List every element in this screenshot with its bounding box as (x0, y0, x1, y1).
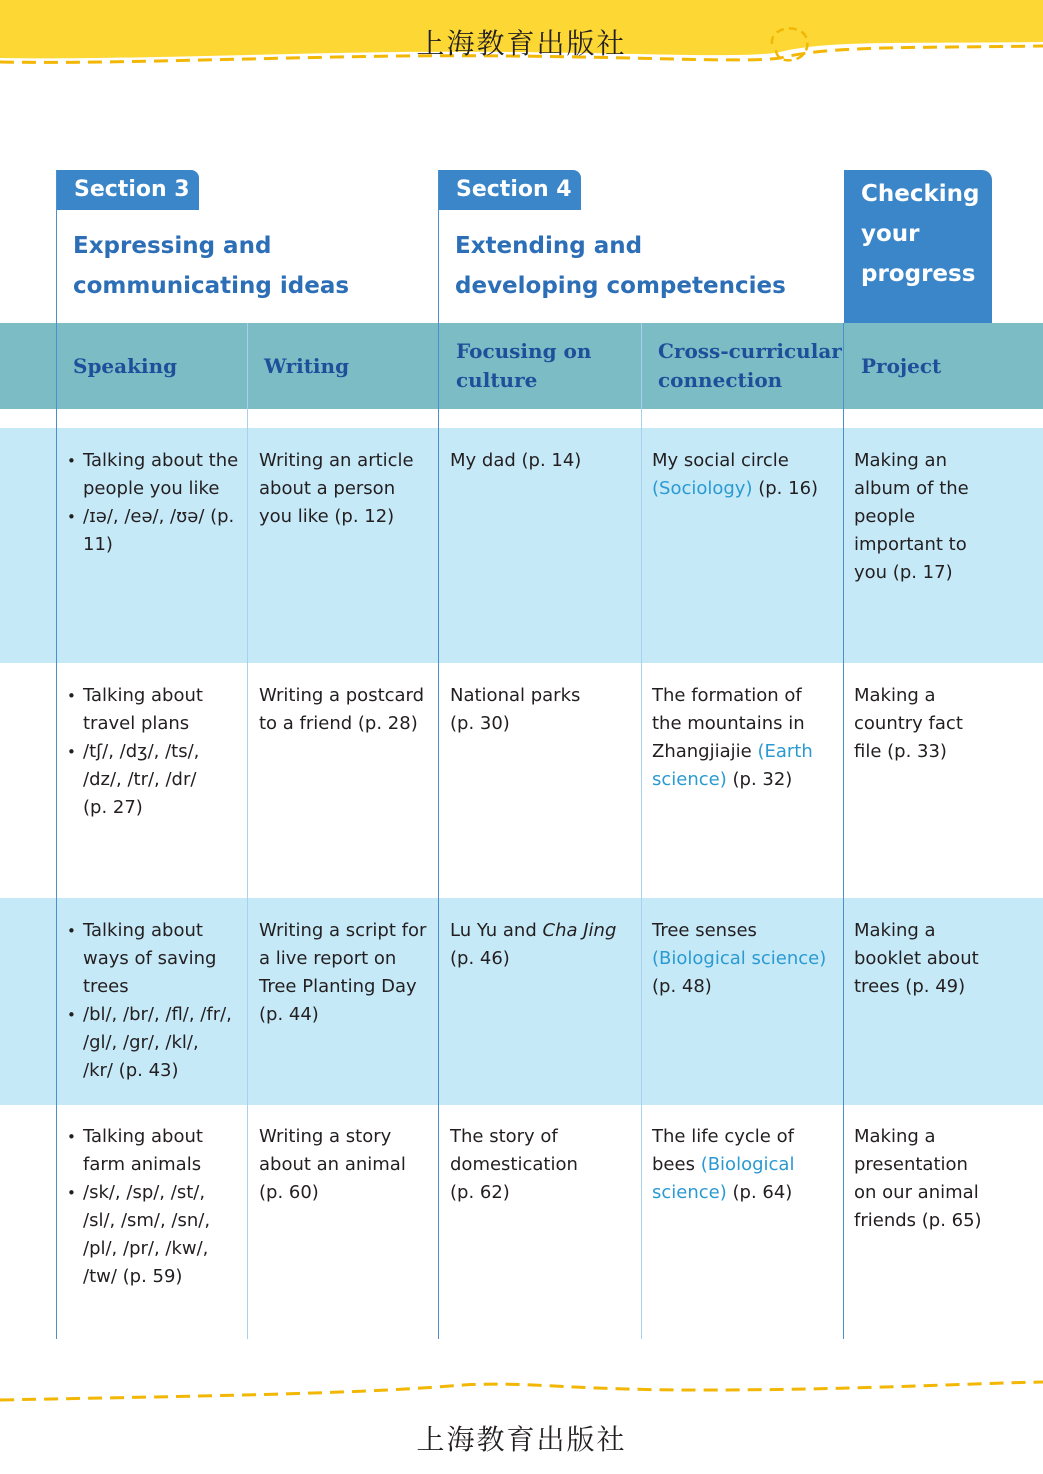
row4-culture: The story of domestication (p. 62) (450, 1126, 578, 1203)
row2-speaking-item2: • /tʃ/, /dʒ/, /ts/, /dz/, /tr/, /dr/ (p. 27) (67, 738, 217, 822)
checking-line3: progress (861, 261, 976, 287)
row3-culture (450, 917, 635, 973)
row4-cross-page: (p. 64) (732, 1182, 793, 1203)
header-project: Project (861, 353, 942, 378)
row1-writing: Writing an article about a person you like (p. 12) (259, 450, 414, 527)
row1-speaking-item2: • /ɪə/, /eə/, /ʊə/ (p. 11) (67, 503, 239, 559)
row1-cross (652, 447, 836, 503)
header-culture-line2: culture (456, 368, 538, 392)
header-cross-line1: Cross-curricular (658, 339, 842, 363)
row3-culture-italic: Cha Jing (542, 920, 617, 941)
section-3-title-line1: Expressing and (73, 233, 272, 259)
row3-writing: Writing a script for a live report on Tree Planting Day (p. 44) (259, 920, 427, 1025)
checking-line1: Checking (861, 181, 980, 207)
checking-line2: your (861, 221, 920, 247)
row4-cross-text: The life cycle of bees (652, 1126, 794, 1175)
checking-progress-box (844, 170, 992, 323)
bottom-dashed-line (0, 1370, 1043, 1410)
section-3-title (73, 226, 349, 306)
publisher-footer: 上海教育出版社 (416, 1423, 627, 1456)
section-4-tab: Section 4 (438, 170, 581, 210)
header-writing: Writing (264, 353, 350, 378)
row2-writing: Writing a postcard to a friend (p. 28) (259, 685, 425, 734)
header-speaking: Speaking (73, 353, 178, 378)
section-4-title-line2: developing competencies (455, 273, 786, 299)
row3-speaking-item2: • /bl/, /br/, /fl/, /fr/, /gl/, /gr/, /kl/, /kr/ (p. 43) (67, 1001, 232, 1085)
divider-section-4-project (843, 323, 844, 1339)
section-4-title (455, 226, 786, 306)
divider-section-3-4 (438, 170, 439, 1339)
section-3-title-line2: communicating ideas (73, 273, 350, 299)
row2-cross-text: The formation of the mountains in Zhangjiajie (652, 685, 805, 762)
row1-cross-page: (p. 16) (758, 478, 819, 499)
section-4-title-line1: Extending and (455, 233, 643, 259)
header-cross-line2: connection (658, 368, 783, 392)
row3-cross-page: (p. 48) (652, 976, 712, 997)
row1-project: Making an album of the people important to you (p. 17) (854, 450, 969, 583)
row2-cross-subject: (Earth science) (652, 741, 813, 790)
row2-cross (652, 682, 836, 794)
row4-speaking-item1: • Talking about farm animals (67, 1123, 217, 1179)
row1-speaking-item1: • Talking about the people you like (67, 447, 239, 503)
row3-cross-subject: (Biological science) (652, 948, 827, 969)
row3-cross (652, 917, 836, 1001)
row2-culture: National parks (p. 30) (450, 685, 581, 734)
row3-project: Making a booklet about trees (p. 49) (854, 920, 979, 997)
row2-speaking (67, 682, 217, 822)
row4-speaking-item2: • /sk/, /sp/, /st/, /sl/, /sm/, /sn/, /pl/, /pr/, /kw/, /tw/ (p. 59) (67, 1179, 217, 1291)
row4-project: Making a presentation on our animal friends (p. 65) (854, 1126, 982, 1231)
row3-speaking (67, 917, 232, 1085)
row1-speaking (67, 447, 239, 559)
divider-culture-cross (641, 323, 642, 1339)
section-3-tab: Section 3 (56, 170, 199, 210)
row3-culture-prefix: Lu Yu and (450, 920, 537, 941)
row1-cross-text: My social circle (652, 450, 789, 471)
row4-writing: Writing a story about an animal (p. 60) (259, 1126, 406, 1203)
row3-culture-suffix: (p. 46) (450, 948, 510, 969)
header-cross-curricular (658, 323, 842, 409)
row3-speaking-item1: • Talking about ways of saving trees (67, 917, 232, 1001)
row1-culture: My dad (p. 14) (450, 450, 582, 471)
row4-speaking (67, 1123, 217, 1291)
row2-project: Making a country fact file (p. 33) (854, 685, 963, 762)
divider-speaking-writing (247, 323, 248, 1339)
header-culture (456, 323, 591, 409)
header-culture-line1: Focusing on (456, 339, 592, 363)
divider-left (56, 170, 57, 1339)
publisher-header: 上海教育出版社 (416, 27, 627, 60)
row4-cross (652, 1123, 836, 1207)
row2-cross-page: (p. 32) (732, 769, 793, 790)
row1-cross-subject: (Sociology) (652, 478, 753, 499)
row4-cross-subject: (Biological science) (652, 1154, 795, 1203)
row2-speaking-item1: • Talking about travel plans (67, 682, 217, 738)
row3-cross-text: Tree senses (652, 920, 757, 941)
